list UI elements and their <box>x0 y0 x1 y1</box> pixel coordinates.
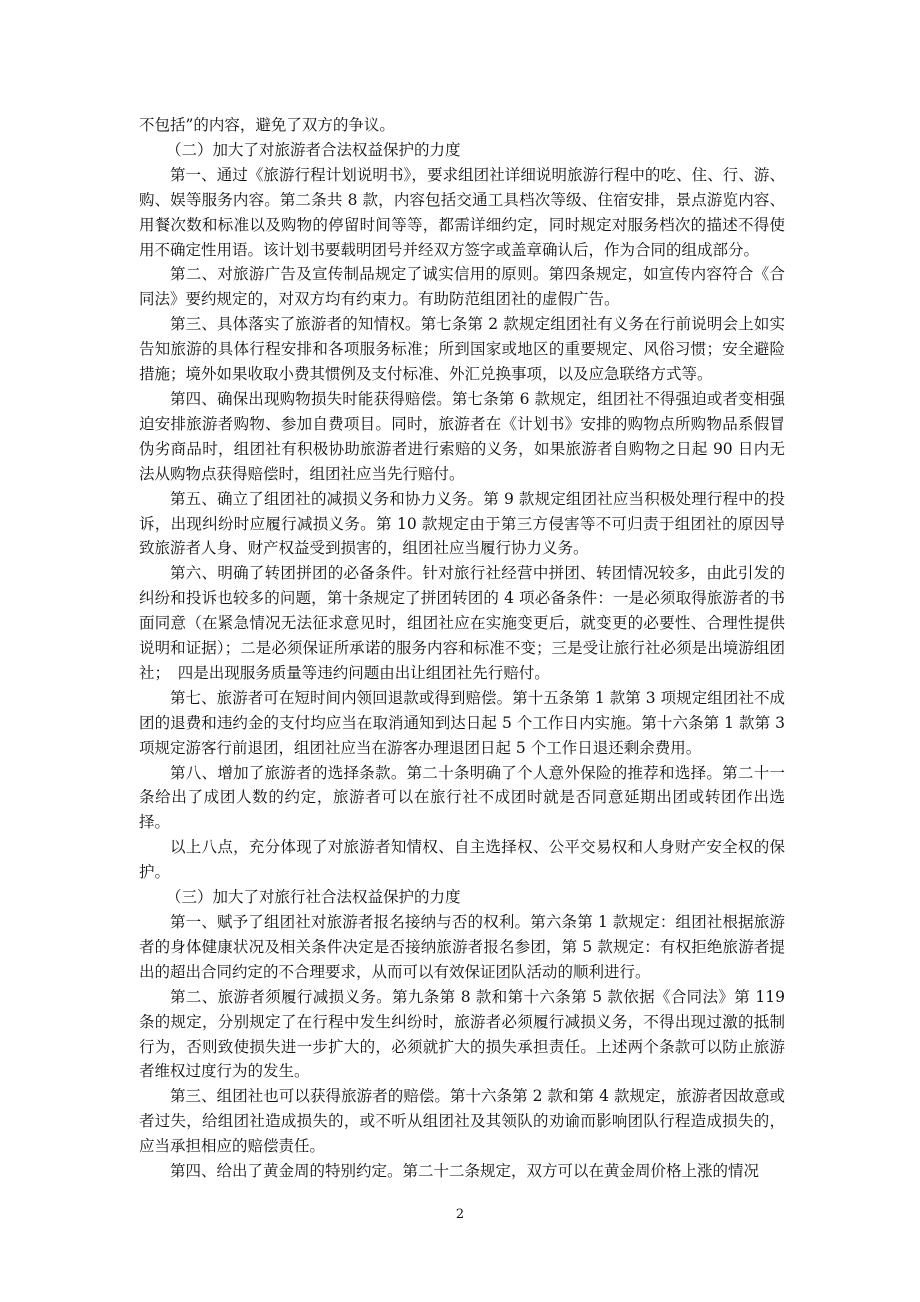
paragraph: 不包括”的内容，避免了双方的争议。 <box>139 116 395 134</box>
paragraph: 第一、赋予了组团社对旅游者报名接纳与否的权利。第六条第 1 款规定：组团社根据旅游者的身体健康状况及相关条件决定是否接纳旅游者报名参团，第 5 款规定：有权拒绝旅游者提出的超出合同约定的不合理要求，从而可以有效保证团队活动的顺利进行。 <box>139 913 785 981</box>
document-body <box>139 113 785 1184</box>
paragraph: 第八、增加了旅游者的选择条款。第二十条明确了个人意外保险的推荐和选择。第二十一条给出了成团人数的约定，旅游者可以在旅行社不成团时就是否同意延期出团或转团作出选择。 <box>139 763 785 832</box>
page-number: 2 <box>455 1207 465 1222</box>
section-heading: （三）加大了对旅行社合法权益保护的力度 <box>166 888 461 907</box>
paragraph: 以上八点，充分体现了对旅游者知情权、自主选择权、公平交易权和人身财产安全权的保护。 <box>139 838 785 882</box>
paragraph: 第七、旅游者可在短时间内领回退款或得到赔偿。第十五条第 1 款第 3 项规定组团社不成团的退费和违约金的支付均应当在取消通知到达日起 5 个工作日内实施。第十六条第 1 款第 3 项规定游客行前退团，组团社应当在游客办理退团日起 5 个工作日退还剩余费用。 <box>139 688 785 757</box>
paragraph: 第五、确立了组团社的减损义务和协力义务。第 9 款规定组团社应当积极处理行程中的投诉，出现纠纷时应履行减损义务。第 10 款规定由于第三方侵害等不可归责于组团社的原因导致旅游者人身、财产权益受到损害的，组团社应当履行协力义务。 <box>139 489 785 558</box>
paragraph: 第六、明确了转团拼团的必备条件。针对旅行社经营中拼团、转团情况较多，由此引发的纠纷和投诉也较多的问题，第十条规定了拼团转团的 4 项必备条件：一是必须取得旅游者的书面同意（在紧急情况无法征求意见时，组团社应在实施变更后，就变更的必要性、合理性提供说明和证据）；二是必须保证所承诺的服务内容和标准不变；三是受让旅行社必须是出境游组团社； 四是出现服务质量等违约问题由出让组团社先行赔付。 <box>139 564 785 682</box>
paragraph: 第四、确保出现购物损失时能获得赔偿。第七条第 6 款规定，组团社不得强迫或者变相强迫安排旅游者购物、参加自费项目。同时，旅游者在《计划书》安排的购物点所购物品系假冒伪劣商品时，组团社有积极协助旅游者进行索赔的义务，如果旅游者自购物之日起 90 日内无法从购物点获得赔偿时，组团社应当先行赔付。 <box>139 389 785 483</box>
paragraph: 第三、具体落实了旅游者的知情权。第七条第 2 款规定组团社有义务在行前说明会上如实告知旅游的具体行程安排和各项服务标准；所到国家或地区的重要规定、风俗习惯；安全避险措施；境外如果收取小费其惯例及支付标准、外汇兑换事项，以及应急联络方式等。 <box>139 315 785 384</box>
paragraph: 第四、给出了黄金周的特别约定。第二十二条规定，双方可以在黄金周价格上涨的情况 <box>170 1162 760 1181</box>
paragraph: 第二、旅游者须履行减损义务。第九条第 8 款和第十六条第 5 款依据《合同法》第 119 条的规定，分别规定了在行程中发生纠纷时，旅游者必须履行减损义务，不得出现过激的抵制行为，否则致使损失进一步扩大的，必须就扩大的损失承担责任。上述两个条款可以防止旅游者维权过度行为的发生。 <box>139 987 785 1081</box>
paragraph: 第三、组团社也可以获得旅游者的赔偿。第十六条第 2 款和第 4 款规定，旅游者因故意或者过失，给组团社造成损失的，或不听从组团社及其领队的劝谕而影响团队行程造成损失的，应当承担相应的赔偿责任。 <box>139 1087 785 1156</box>
paragraph: 第二、对旅游广告及宣传制品规定了诚实信用的原则。第四条规定，如宣传内容符合《合同法》要约规定的，对双方均有约束力。有助防范组团社的虚假广告。 <box>139 265 785 309</box>
section-heading: （二）加大了对旅游者合法权益保护的力度 <box>166 140 461 159</box>
paragraph: 第一、通过《旅游行程计划说明书》，要求组团社详细说明旅游行程中的吃、住、行、游、购、娱等服务内容。第二条共 8 款，内容包括交通工具档次等级、住宿安排，景点游览内容、用餐次数和标准以及购物的停留时间等等，都需详细约定，同时规定对服务档次的描述不得使用不确定性用语。该计划书要载明团号并经双方签字或盖章确认后，作为合同的组成部分。 <box>139 165 785 259</box>
